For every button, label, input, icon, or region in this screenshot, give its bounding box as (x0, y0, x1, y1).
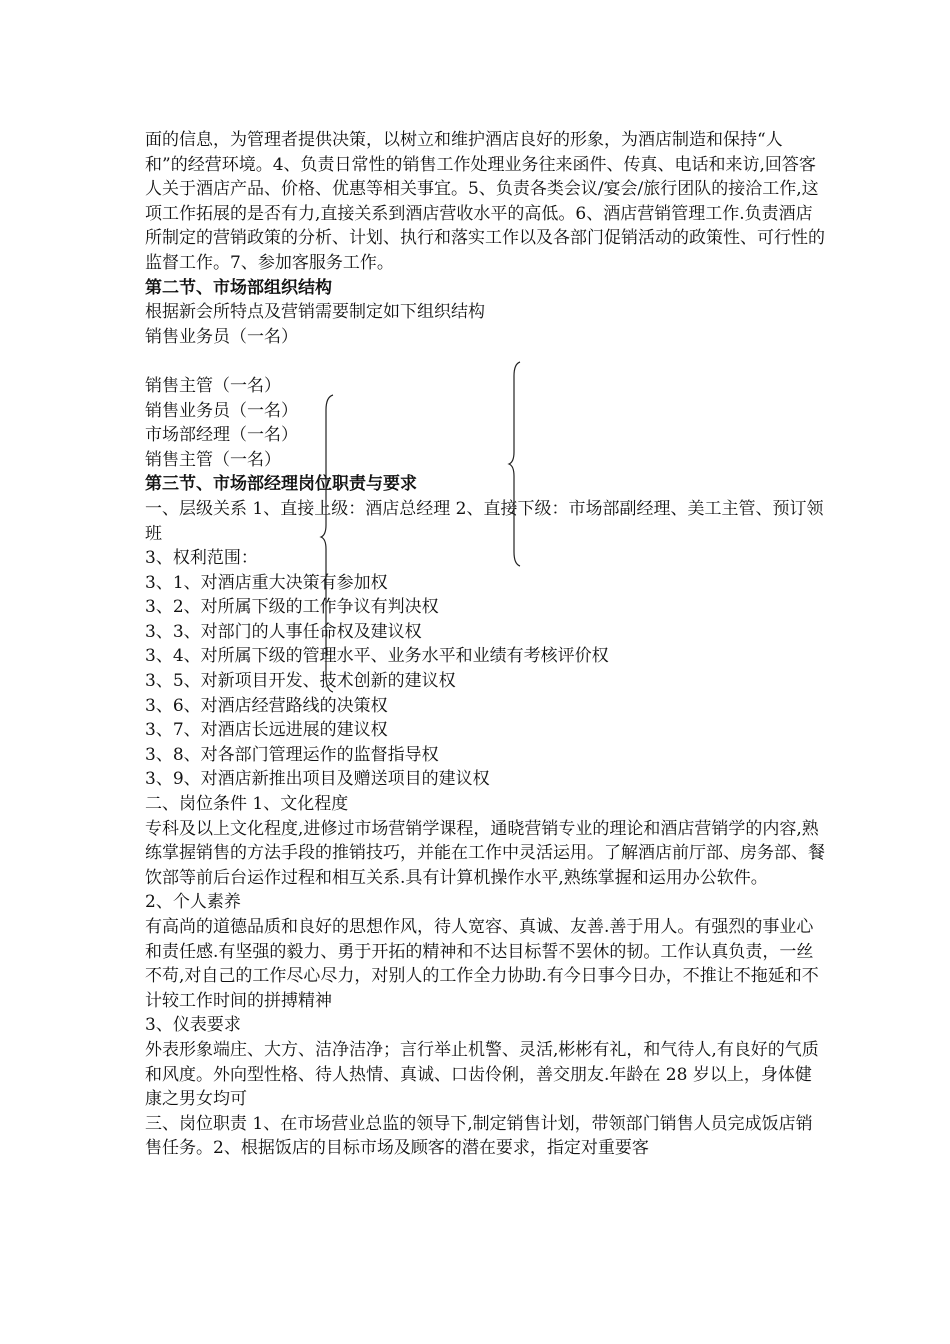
rights-item: 3、7、对酒店长远进展的建议权 (145, 720, 388, 741)
org-top-item: 销售业务员（一名） (145, 326, 298, 347)
duties-paragraph: 三、岗位职责 1、在市场营业总监的领导下,制定销售计划，带领部门销售人员完成饭店销售任务。2、根据饭店的目标市场及顾客的潜在要求，指定对重要客 (145, 1113, 813, 1159)
relation-paragraph: 一、层级关系 1、直接上级：酒店总经理 2、直接下级：市场部副经理、美工主管、预订领班 (145, 498, 824, 544)
education-paragraph: 专科及以上文化程度,进修过市场营销学课程，通晓营销专业的理论和酒店营销学的内容,熟练掌握销售的方法手段的推销技巧，并能在工作中灵活运用。了解酒店前厅部、房务部、餐饮部等前后台运作过程和相互关系.具有计算机操作水平,熟练掌握和运用办公软件。 (145, 818, 825, 888)
org-item: 销售业务员（一名） (145, 400, 298, 421)
appearance-paragraph: 外表形象端庄、大方、洁净洁净；言行举止机警、灵活,彬彬有礼，和气待人,有良好的气质和风度。外向型性格、待人热情、真诚、口齿伶俐，善交朋友.年龄在 28 岁以上，身体健康之男女均可 (145, 1039, 819, 1110)
section3-heading: 第三节、市场部经理岗位职责与要求 (145, 474, 417, 495)
personal-title: 2、个人素养 (145, 892, 241, 913)
personal-paragraph: 有高尚的道德品质和良好的思想作风，待人宽容、真诚、友善.善于用人。有强烈的事业心和责任感.有坚强的毅力、勇于开拓的精神和不达目标誓不罢休的韧。工作认真负责，一丝不苟,对自己的工作尽心尽力，对别人的工作全力协助.有今日事今日办，不推让不拖延和不计较工作时间的拼搏精神 (145, 917, 819, 1011)
appearance-title: 3、仪表要求 (145, 1015, 241, 1036)
rights-item: 3、9、对酒店新推出项目及赠送项目的建议权 (145, 769, 490, 790)
rights-item: 3、5、对新项目开发、技术创新的建议权 (145, 671, 456, 692)
rights-item: 3、4、对所属下级的管理水平、业务水平和业绩有考核评价权 (145, 646, 609, 667)
rights-title: 3、权利范围： (145, 548, 258, 569)
org-item: 销售主管（一名） (145, 375, 281, 396)
rights-item: 3、3、对部门的人事任命权及建议权 (145, 621, 422, 642)
rights-item: 3、1、对酒店重大决策有参加权 (145, 572, 388, 593)
rights-item: 3、6、对酒店经营路线的决策权 (145, 695, 388, 716)
intro-paragraph: 面的信息，为管理者提供决策，以树立和维护酒店良好的形象，为酒店制造和保持“人和”的经营环境。4、负责日常性的销售工作处理业务往来函件、传真、电话和来访,回答客人关于酒店产品、价格、优惠等相关事宜。5、负责各类会议/宴会/旅行团队的接洽工作,这项工作拓展的是否有力,直接关系到酒店营收水平的高低。6、酒店营销管理工作.负责酒店所制定的营销政策的分析、计划、执行和落实工作以及各部门促销活动的政策性、可行性的监督工作。7、参加客服务工作。 (145, 130, 825, 273)
document-body (145, 128, 825, 1161)
org-item: 市场部经理（一名） (145, 425, 298, 446)
org-subtitle: 根据新会所特点及营销需要制定如下组织结构 (145, 302, 485, 323)
section2-heading: 第二节、市场部组织结构 (145, 277, 332, 298)
blank-line (145, 349, 825, 374)
org-item: 销售主管（一名） (145, 449, 281, 470)
rights-item: 3、2、对所属下级的工作争议有判决权 (145, 597, 439, 618)
rights-item: 3、8、对各部门管理运作的监督指导权 (145, 744, 439, 765)
conditions-title: 二、岗位条件 1、文化程度 (145, 794, 349, 815)
